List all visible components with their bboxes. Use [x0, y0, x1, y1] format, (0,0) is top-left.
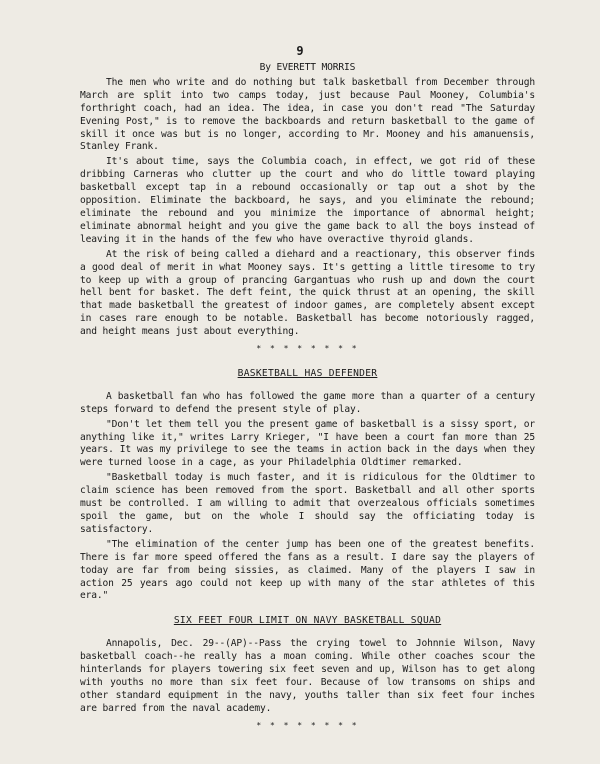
section-separator: * * * * * * * *: [256, 720, 359, 730]
section-separator: * * * * * * * *: [256, 344, 359, 354]
section-heading: SIX FEET FOUR LIMIT ON NAVY BASKETBALL SQUAD: [173, 615, 442, 627]
section-paragraph: Annapolis, Dec. 29--(AP)--Pass the crying towel to Johnnie Wilson, Navy basketball coach--he really has a moan coming. While other coaches scour the hinterlands for players towering six feet seven and up, Wilson has to get along with youths no more than six feet four. Because of low transoms on ships and other standard equipment in the navy, youths taller than six feet four inches are barred from the naval academy.: [80, 638, 535, 714]
intro-paragraph: The men who write and do nothing but talk basketball from December through March are split into two camps today, just because Paul Mooney, Columbia's forthright coach, had an idea. The idea, in case you don't read "The Saturday Evening Post," is to remove the backboards and return basketball to the game of skill it once was but is no longer, according to Mr. Mooney and his amanuensis, Stanley Frank.: [80, 76, 535, 153]
intro-paragraph: It's about time, says the Columbia coach, in effect, we got rid of these dribbing Carneras who clutter up the court and who do little toward playing basketball except tap in a rebound occasionally or tap out a shot by the opposition. Eliminate the backboard, he says, and you eliminate the rebound; eliminate the rebound and you minimize the importance of abnormal height; eliminate abnormal height and you give the game back to all the boys instead of leaving it in the hands of the few who have overactive thyroid glands.: [80, 156, 535, 245]
section-paragraph: "Don't let them tell you the present game of basketball is a sissy sport, or anything like it," writes Larry Krieger, "I have been a court fan more than 25 years. It was my privilege to see the teams in action back in the days when they were turned loose in a cage, as your Philadelphia Oldtimer remarked.: [80, 418, 535, 469]
section-paragraph: A basketball fan who has followed the game more than a quarter of a century steps forward to defend the present style of play.: [80, 390, 535, 415]
page-number: 9: [296, 44, 304, 58]
article-body: [80, 62, 535, 745]
section-paragraph: "The elimination of the center jump has been one of the greatest benefits. There is far more speed offered the fans as a result. I dare say the players of today are far from being sissies, as claimed. Many of the players I saw in action 25 years ago could not keep up with many of the star athletes of this era.": [80, 538, 535, 602]
section-heading: BASKETBALL HAS DEFENDER: [237, 367, 378, 379]
byline: By EVERETT MORRIS: [259, 62, 356, 73]
intro-paragraph: At the risk of being called a diehard and a reactionary, this observer finds a good deal of merit in what Mooney says. It's getting a little tiresome to try to keep up with a group of prancing Gargantuas who rush up and down the court hell bent for basket. The deft feint, the quick thrust at an opening, the skill that made basketball the greatest of indoor games, are completely absent except in cases rare enough to be notable. Basketball has become notoriously ragged, and height means just about everything.: [80, 248, 535, 338]
section-paragraph: "Basketball today is much faster, and it is ridiculous for the Oldtimer to claim science has been removed from the sport. Basketball and all other sports must be controlled. I am willing to admit that overzealous officials sometimes spoil the game, but on the whole I should say the officiating today is satisfactory.: [80, 472, 535, 535]
